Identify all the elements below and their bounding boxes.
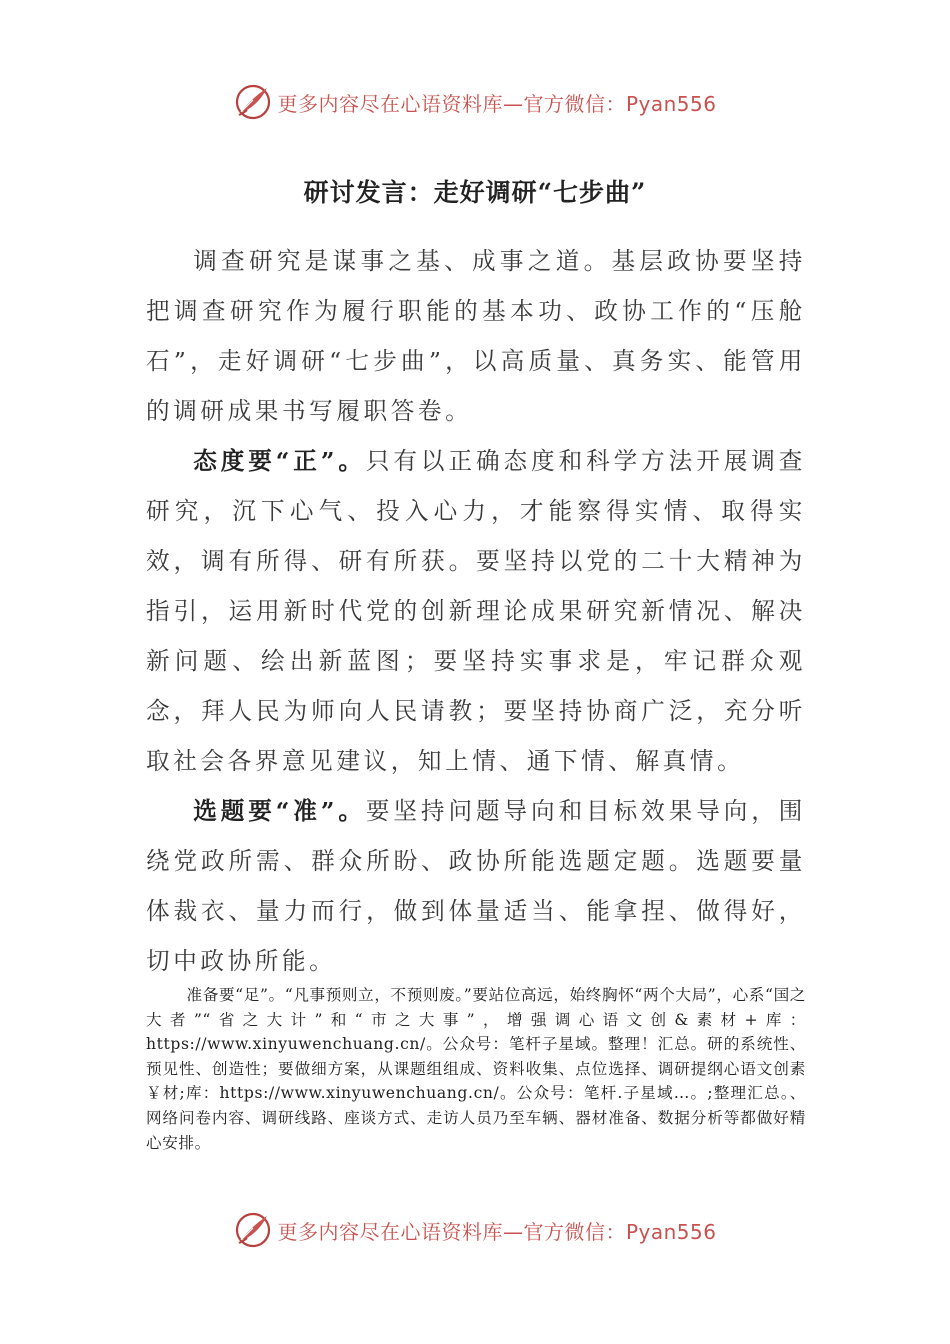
footer-banner-text: 更多内容尽在心语资料库—官方微信：Pyan556	[277, 1219, 717, 1244]
section-text: 只有以正确态度和科学方法开展调查研究，沉下心气、投入心力，才能察得实情、取得实效，调有所得、研有所获。要坚持以党的二十大精神为指引，运用新时代党的创新理论成果研究新情况、解决新问题、绘出新蓝图；要坚持实事求是，牢记群众观念，拜人民为师向人民请教；要坚持协商广泛，充分听取社会各界意见建议，知上情、通下情、解真情。	[146, 447, 806, 775]
quill-pen-logo-icon	[233, 1210, 273, 1250]
intro-paragraph: 调查研究是谋事之基、成事之道。基层政协要坚持把调查研究作为履行职能的基本功、政协工作的“压舱石”，走好调研“七步曲”，以高质量、真务实、能管用的调研成果书写履职答卷。	[146, 247, 806, 425]
section-paragraph-attitude	[146, 436, 806, 786]
section-lead: 选题要“准”。	[193, 797, 366, 825]
footer-banner	[0, 1210, 950, 1250]
section-text: 要坚持问题导向和目标效果导向，围绕党政所需、群众所盼、政协所能选题定题。选题要量体裁衣、量力而行，做到体量适当、能拿捏、做得好，切中政协所能。	[146, 797, 806, 975]
section-lead: 态度要“正”。	[193, 447, 366, 475]
document-body	[146, 236, 806, 986]
preparation-paragraph: 准备要“足”。“凡事预则立，不预则废。”要站位高远，始终胸怀“两个大局”，心系“国之大者”“省之大计”和“市之大事”，增强调心语文创&素材+库：https://www.xinyuwenchuang.cn/。公众号：笔杆子星域。整理！汇总。研的系统性、预见性、创造性；要做细方案，从课题组组成、资料收集、点位选择、调研提纲心语文创素￥材;库：https://www.xinyuwenchuang.cn/。公众号：笔杆.子星域…。;整理汇总。、网络问卷内容、调研线路、座谈方式、走访人员乃至车辆、器材准备、数据分析等都做好精心安排。	[146, 986, 806, 1152]
document-title: 研讨发言：走好调研“七步曲”	[303, 178, 647, 207]
section-paragraph-topic	[146, 786, 806, 986]
quill-pen-logo-icon	[233, 82, 273, 122]
header-banner-text: 更多内容尽在心语资料库—官方微信：Pyan556	[277, 91, 717, 116]
header-banner	[0, 82, 950, 122]
